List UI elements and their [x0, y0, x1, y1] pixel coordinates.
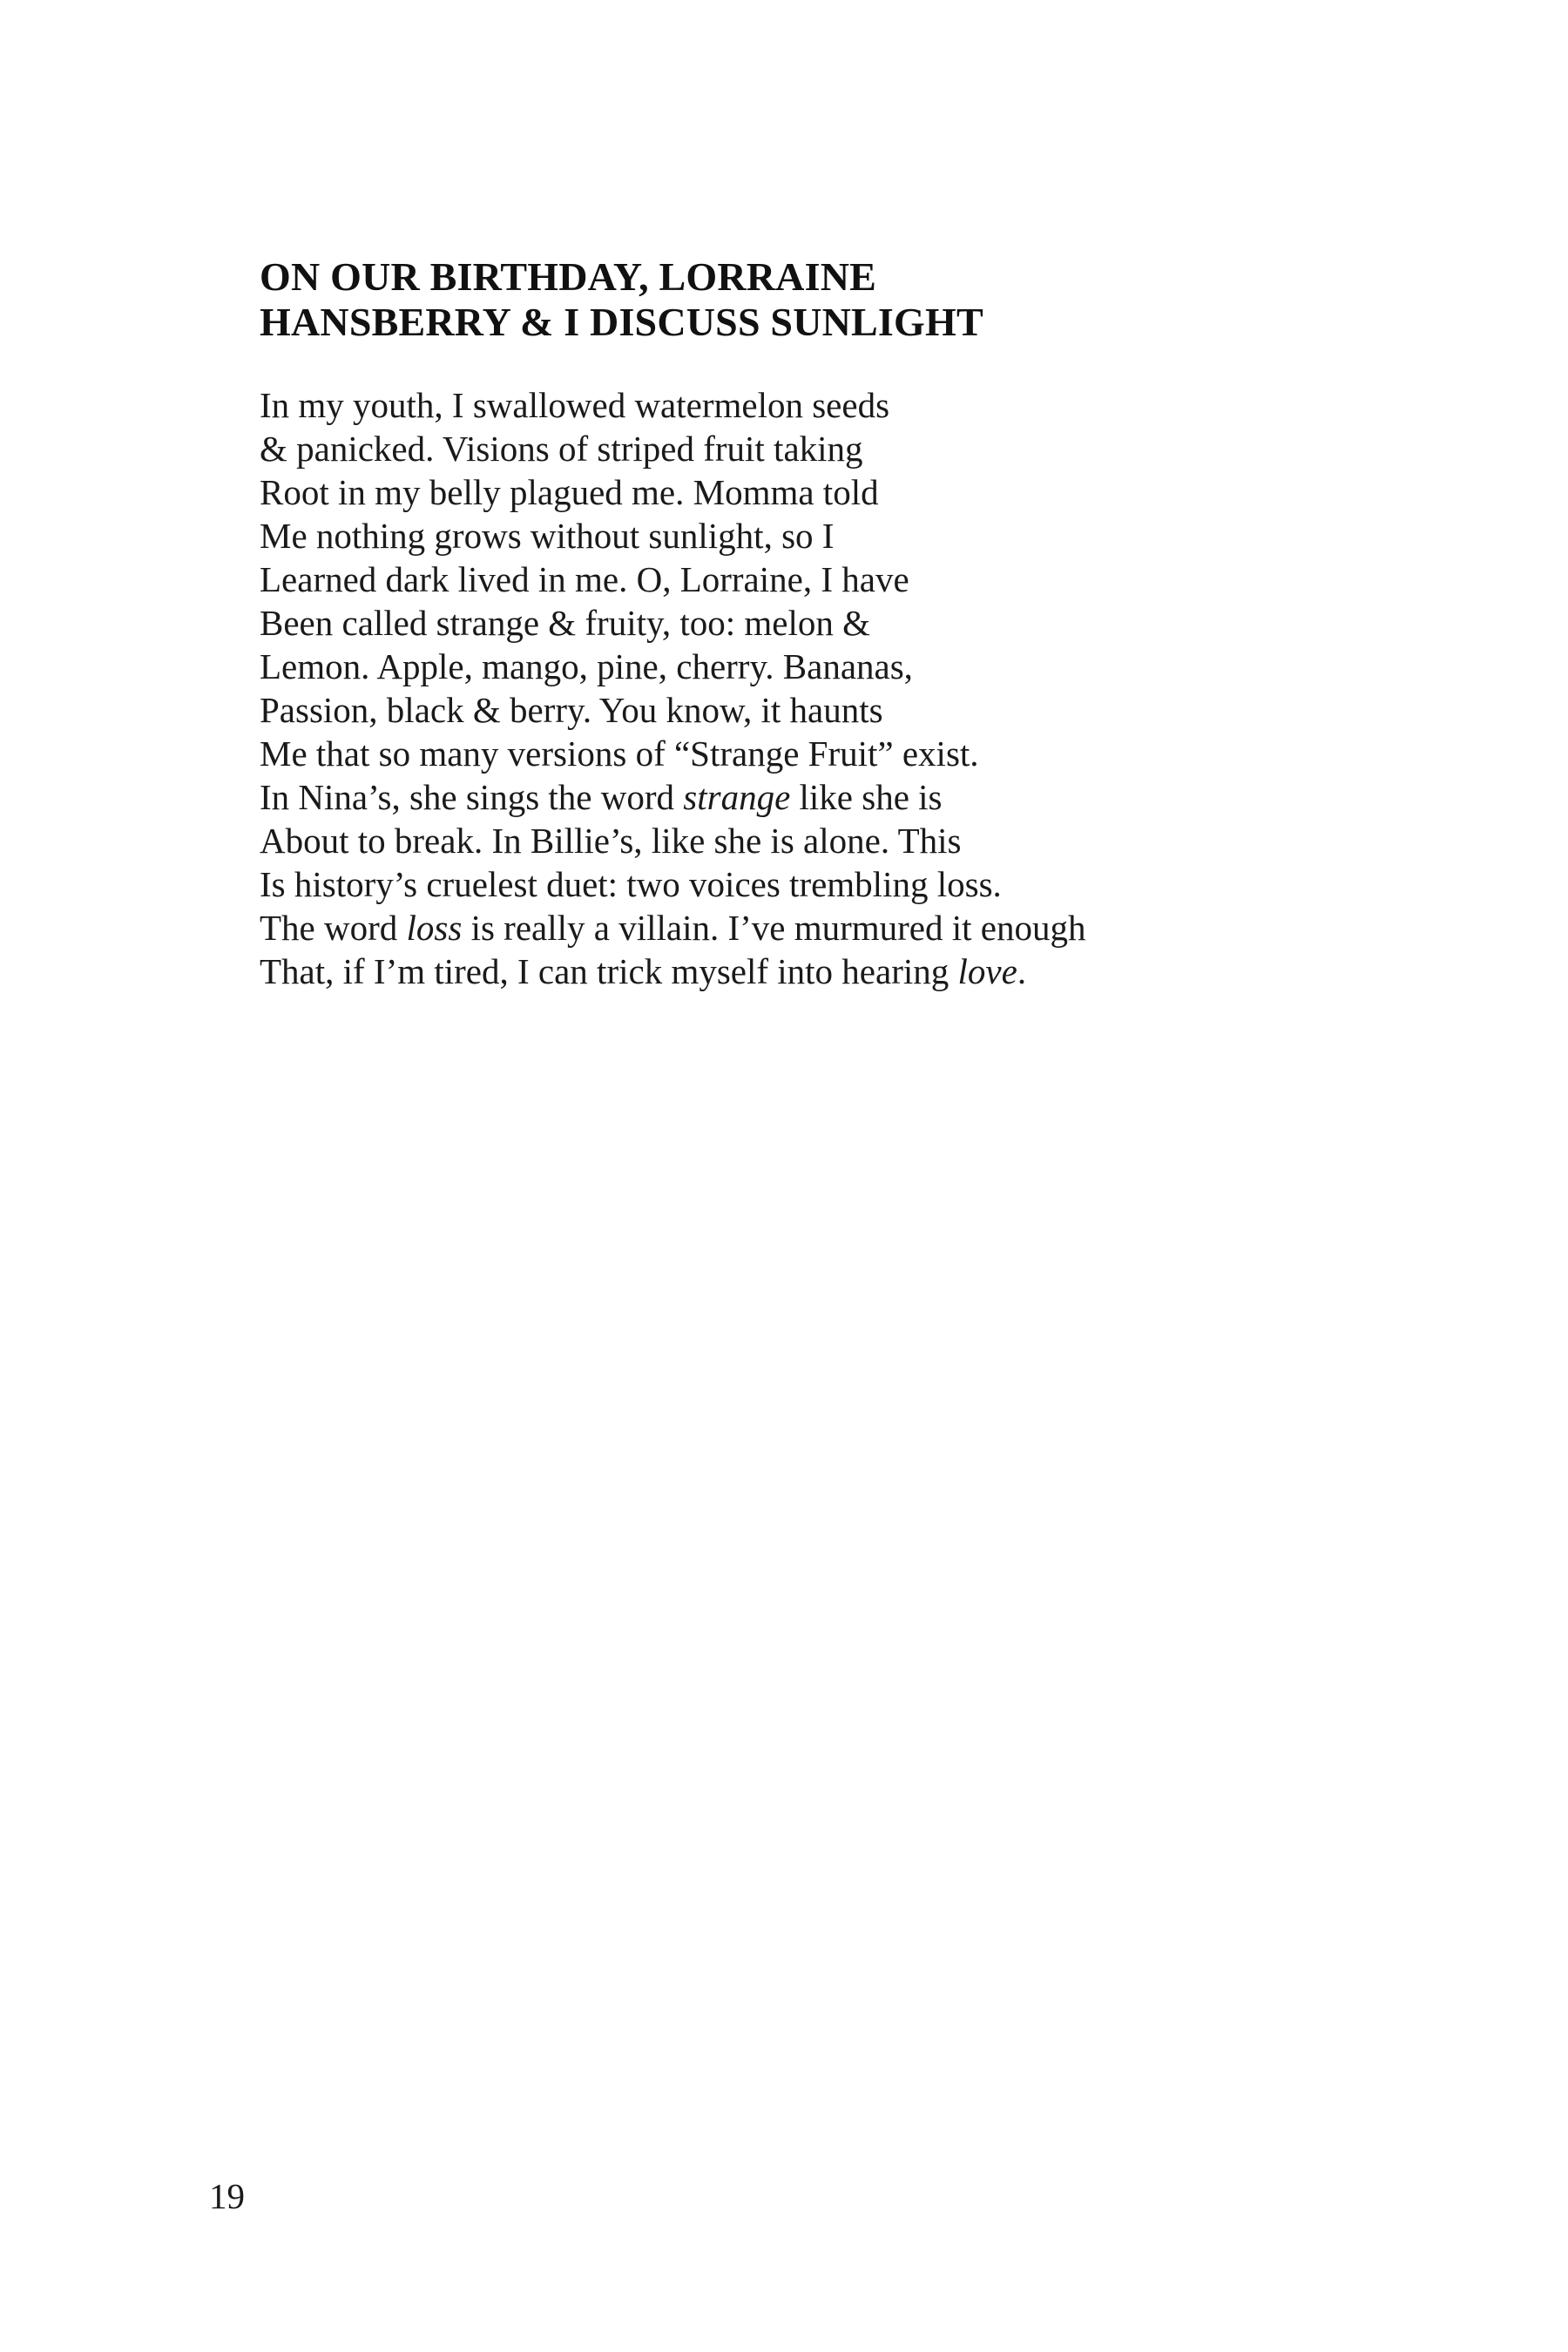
poem-line: [260, 383, 1436, 427]
poem-italic-word: love: [957, 951, 1017, 991]
poem-line: [260, 862, 1436, 906]
poem-title-line: HANSBERRY & I DISCUSS SUNLIGHT: [260, 300, 983, 344]
poem-line: [260, 950, 1436, 993]
poem-text: Learned dark lived in me. O, Lorraine, I have: [260, 559, 909, 599]
poem-italic-word: loss: [406, 908, 463, 948]
poem-text: The word: [260, 908, 407, 948]
poem-text: Passion, black & berry. You know, it haunts: [260, 690, 883, 730]
poem-italic-word: strange: [683, 777, 791, 817]
poem-text: is really a villain. I’ve murmured it enough: [462, 908, 1086, 948]
poem-line: [260, 470, 1436, 514]
poem-line: [260, 427, 1436, 470]
poem-line: [260, 732, 1436, 775]
poem-line: [260, 775, 1436, 819]
poem-text: & panicked. Visions of striped fruit taking: [260, 429, 863, 469]
poem-body: [260, 383, 1436, 993]
poem-text: In Nina’s, she sings the word: [260, 777, 684, 817]
poem-text: Me that so many versions of “Strange Fruit” exist.: [260, 733, 979, 774]
poem-text: Lemon. Apple, mango, pine, cherry. Bananas,: [260, 646, 913, 686]
poem-text: In my youth, I swallowed watermelon seeds: [260, 385, 890, 425]
poem-text: Me nothing grows without sunlight, so I: [260, 516, 835, 556]
poem-line: [260, 645, 1436, 688]
poem-text: That, if I’m tired, I can trick myself into hearing: [260, 951, 958, 991]
poem-text: About to break. In Billie’s, like she is alone. This: [260, 821, 962, 861]
poem-text: .: [1017, 951, 1027, 991]
poem-line: [260, 688, 1436, 732]
poem-title-line: ON OUR BIRTHDAY, LORRAINE: [260, 254, 877, 299]
poem-text: Been called strange & fruity, too: melon &: [260, 603, 870, 643]
poem-text: like she is: [790, 777, 943, 817]
poem-text: Root in my belly plagued me. Momma told: [260, 472, 879, 512]
poem-line: [260, 819, 1436, 862]
poem-line: [260, 514, 1436, 558]
poem-line: [260, 601, 1436, 645]
page-number: 19: [209, 2176, 245, 2216]
poem-line: [260, 906, 1436, 950]
poem-title: [260, 254, 1392, 345]
poem-text: Is history’s cruelest duet: two voices trembling loss.: [260, 864, 1002, 904]
poem-line: [260, 558, 1436, 601]
